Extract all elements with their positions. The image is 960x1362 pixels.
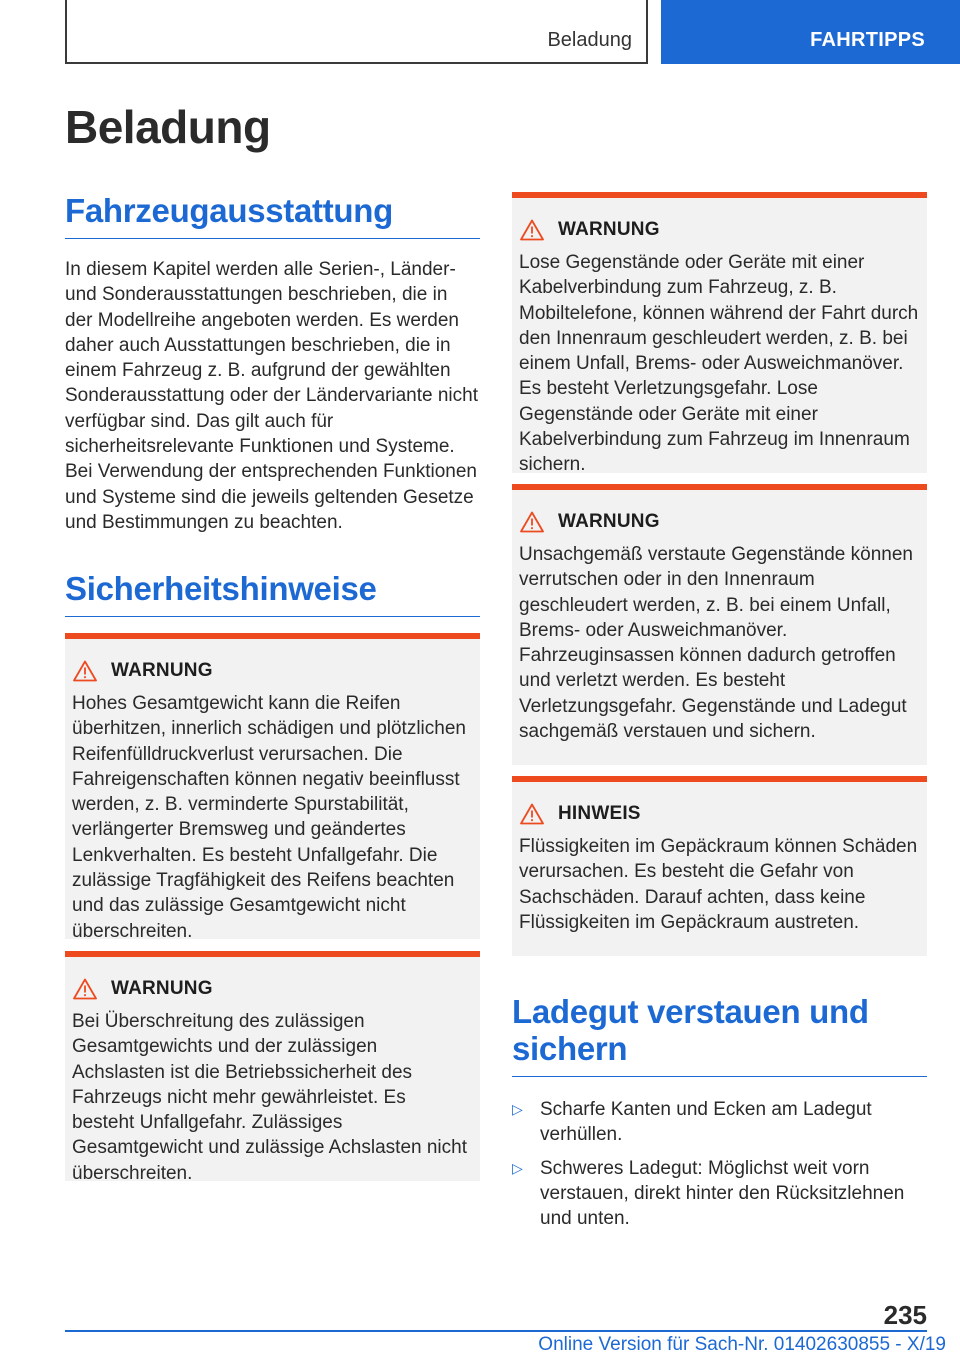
warning-title: WARNUNG bbox=[558, 219, 660, 240]
header-chapter-tab bbox=[661, 0, 960, 64]
warning-triangle-icon bbox=[520, 219, 544, 241]
heading-sicherheitshinweise: Sicherheitshinweise bbox=[65, 571, 480, 617]
list-item-text: Schweres Ladegut: Möglichst weit vorn verstauen, direkt hinter den Rücksitzlehnen und unten. bbox=[540, 1157, 905, 1230]
heading-ladegut-verstauen: Ladegut verstauen und sichern bbox=[512, 994, 927, 1077]
header-section-tab bbox=[65, 0, 648, 64]
warning-title: WARNUNG bbox=[111, 978, 213, 999]
warning-title: WARNUNG bbox=[558, 511, 660, 532]
triangle-bullet-icon: ▷ bbox=[512, 1101, 523, 1117]
list-item bbox=[512, 1097, 927, 1148]
warning-box-achslasten bbox=[65, 951, 480, 1184]
triangle-bullet-icon: ▷ bbox=[512, 1159, 523, 1176]
warning-triangle-icon bbox=[520, 803, 544, 825]
list-item-text: Scharfe Kanten und Ecken am Ladegut verhüllen. bbox=[540, 1099, 872, 1146]
equipment-paragraph: In diesem Kapitel werden alle Serien-, Länder- und Sonderausstattungen beschrieben, die in der Modellreihe angeboten werden. Es werden daher auch Ausstattungen beschrieben, die in einem Fahrzeug z. B. aufgrund der gewählten Sonderausstattung oder der Ländervariante nicht verfügbar sind. Das gilt auch für sicherheitsrelevante Funktionen und Systeme. Bei Verwendung der entsprechenden Funktionen und Systeme sind die jeweils geltenden Gesetze und Bestimmungen zu beachten. bbox=[65, 259, 478, 533]
footer-rule bbox=[65, 1330, 927, 1332]
header-chapter-label: FAHRTIPPS bbox=[810, 29, 925, 51]
warning-triangle-icon bbox=[73, 978, 97, 1000]
warning-text: Unsachgemäß verstaute Gegenstände können verrutschen oder in den Innenraum geschleudert werden, z. B. bei einem Unfall, Brems- oder Ausweichmanöver. Fahrzeuginsassen können dadurch getroffen und verletzt werden. Es besteht Verletzungsgefahr. Gegenstände und Ladegut sachgemäß verstauen und sichern. bbox=[519, 544, 913, 743]
cargo-list bbox=[512, 1097, 927, 1239]
list-item bbox=[512, 1156, 927, 1232]
page-title: Beladung bbox=[65, 101, 271, 153]
warning-triangle-icon bbox=[520, 511, 544, 533]
page-number: 235 bbox=[883, 1300, 927, 1330]
notice-title: HINWEIS bbox=[558, 803, 641, 824]
heading-fahrzeugausstattung: Fahrzeugausstattung bbox=[65, 193, 480, 239]
warning-triangle-icon bbox=[73, 660, 97, 682]
warning-text: Hohes Gesamtgewicht kann die Reifen überhitzen, innerlich schädigen und plötzlichen Reifenfülldruckverlust verursachen. Die Fahreigenschaften können negativ beeinflusst werden, z. B. verminderte Spurstabilität, verlängerter Bremsweg und geändertes Lenkverhalten. Es besteht Unfallgefahr. Die zulässige Tragfähigkeit des Reifens beachten und das zulässige Gesamtgewicht nicht überschreiten. bbox=[72, 693, 466, 942]
warning-text: Bei Überschreitung des zulässigen Gesamtgewichts und der zulässigen Achslasten ist die Betriebssicherheit des Fahrzeugs nicht mehr gewährleistet. Es besteht Unfallgefahr. Zulässiges Gesamtgewicht und zulässige Achslasten nicht überschreiten. bbox=[72, 1011, 467, 1184]
warning-title: WARNUNG bbox=[111, 660, 213, 681]
footer-online-version: Online Version für Sach-Nr. 01402630855 - X/19 bbox=[538, 1334, 946, 1355]
warning-box-ladegut bbox=[512, 484, 927, 765]
notice-text: Flüssigkeiten im Gepäckraum können Schäden verursachen. Es besteht die Gefahr von Sachschäden. Darauf achten, dass keine Flüssigkeiten im Gepäckraum austreten. bbox=[519, 836, 918, 933]
notice-box-fluessigkeiten bbox=[512, 776, 927, 956]
warning-box-gesamtgewicht bbox=[65, 633, 480, 942]
header-section-label: Beladung bbox=[547, 29, 632, 51]
warning-text: Lose Gegenstände oder Geräte mit einer Kabelverbindung zum Fahrzeug, z. B. Mobiltelefone, können während der Fahrt durch den Innenraum geschleudert werden, z. B. bei einem Unfall, Brems- oder Ausweichmanöver. Es besteht Verletzungsgefahr. Lose Gegenstände oder Geräte mit einer Kabelverbindung zum Fahrzeug im Innenraum sichern. bbox=[519, 252, 919, 476]
warning-box-lose-gegenstaende bbox=[512, 192, 927, 476]
